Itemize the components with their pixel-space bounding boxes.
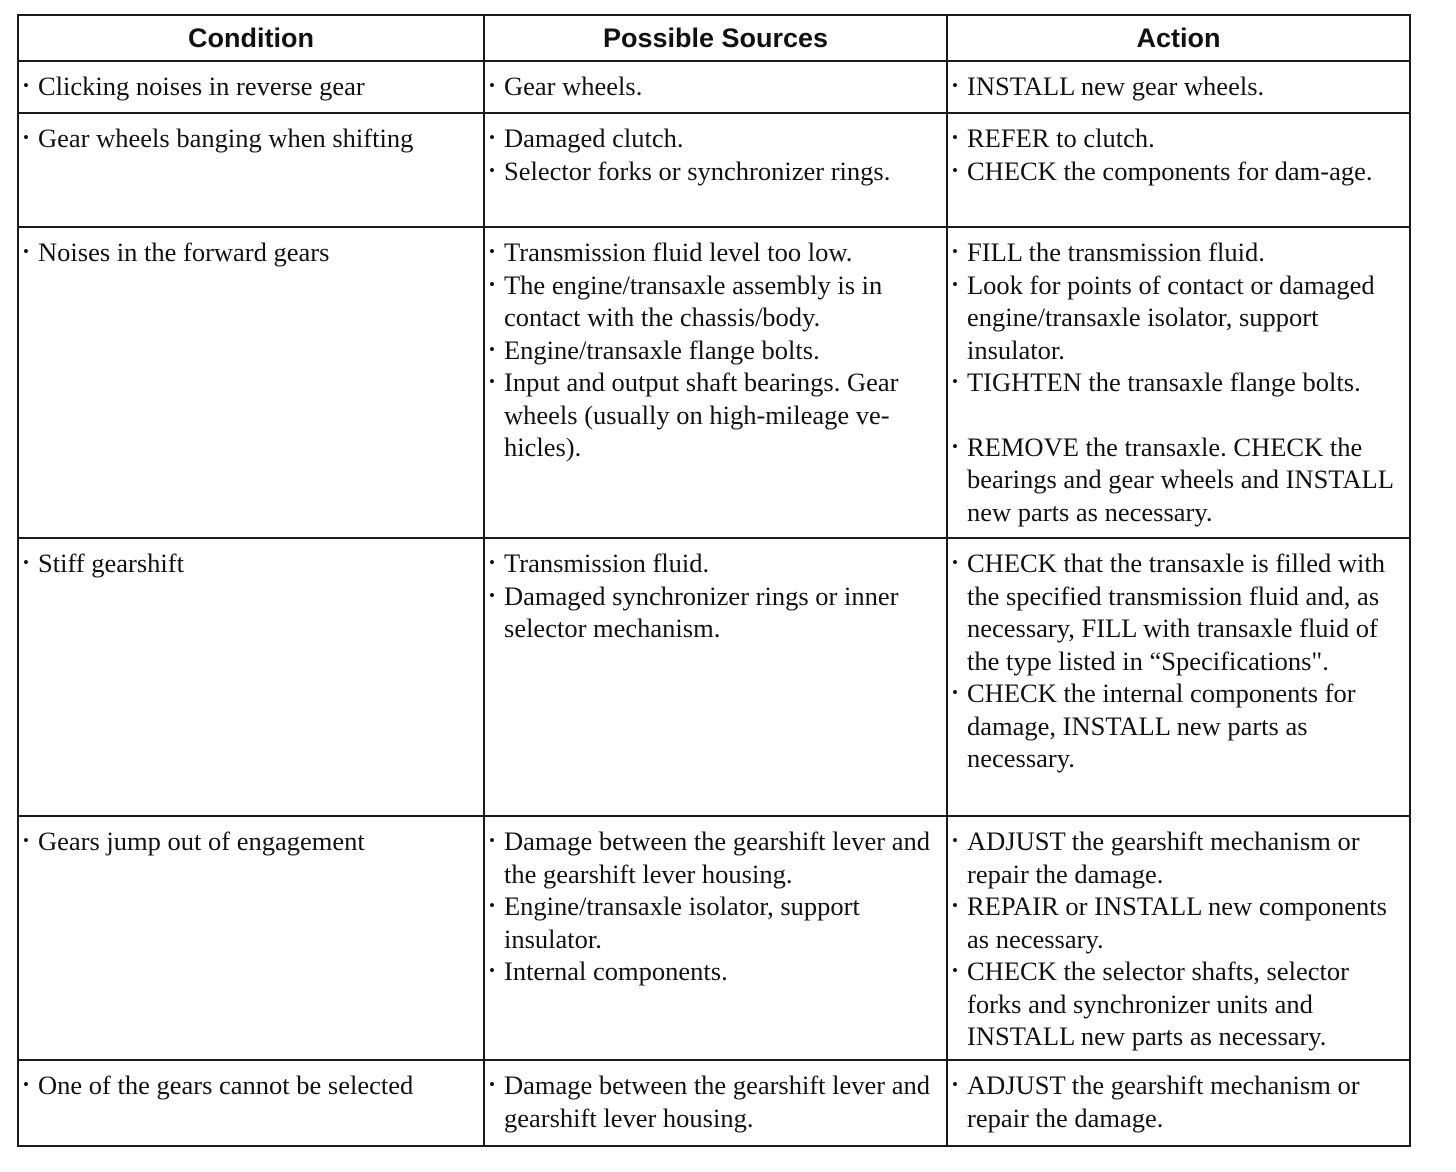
actions-cell	[947, 61, 1410, 113]
source-item: • Damage between the gearshift lever and gearshift lever housing.	[489, 1069, 940, 1134]
source-item: • Damaged synchronizer rings or inner selector mechanism.	[489, 580, 940, 645]
actions-cell	[947, 227, 1410, 538]
condition-cell	[18, 227, 484, 538]
header-condition: Condition	[18, 15, 484, 61]
table-row	[18, 61, 1410, 113]
source-item: • Transmission fluid.	[489, 547, 940, 580]
action-item: • REMOVE the transaxle. CHECK the bearings and gear wheels and INSTALL new parts as necessary.	[952, 431, 1403, 529]
action-item: • CHECK the components for dam-age.	[952, 155, 1403, 188]
action-item: • ADJUST the gearshift mechanism or repair the damage.	[952, 1069, 1403, 1134]
action-item: • REFER to clutch.	[952, 122, 1403, 155]
table-row	[18, 227, 1410, 538]
sources-cell	[484, 113, 947, 227]
table-row	[18, 816, 1410, 1060]
action-item: • ADJUST the gearshift mechanism or repair the damage.	[952, 825, 1403, 890]
action-item: • TIGHTEN the transaxle flange bolts.	[952, 366, 1403, 399]
source-item: • Damage between the gearshift lever and the gearshift lever housing.	[489, 825, 940, 890]
actions-cell	[947, 113, 1410, 227]
condition-cell	[18, 1060, 484, 1146]
condition-text: • One of the gears cannot be selected	[23, 1069, 477, 1102]
action-item: • CHECK the internal components for damage, INSTALL new parts as necessary.	[952, 677, 1403, 775]
sources-cell	[484, 1060, 947, 1146]
source-item: • Gear wheels.	[489, 70, 940, 103]
source-item: • The engine/transaxle assembly is in contact with the chassis/body.	[489, 269, 940, 334]
troubleshooting-table	[17, 14, 1411, 1147]
condition-text: • Gears jump out of engagement	[23, 825, 477, 858]
source-item: • Input and output shaft bearings. Gear wheels (usually on high-mileage ve-hicles).	[489, 366, 940, 464]
condition-cell	[18, 113, 484, 227]
header-action: Action	[947, 15, 1410, 61]
action-item: • CHECK the selector shafts, selector forks and synchronizer units and INSTALL new parts as necessary.	[952, 955, 1403, 1053]
table-row	[18, 1060, 1410, 1146]
header-row	[18, 15, 1410, 61]
source-item: • Selector forks or synchronizer rings.	[489, 155, 940, 188]
source-item: • Transmission fluid level too low.	[489, 236, 940, 269]
source-item: • Engine/transaxle flange bolts.	[489, 334, 940, 367]
source-item: • Engine/transaxle isolator, support insulator.	[489, 890, 940, 955]
action-item: • INSTALL new gear wheels.	[952, 70, 1403, 103]
sources-cell	[484, 227, 947, 538]
source-item: • Internal components.	[489, 955, 940, 988]
condition-text: • Gear wheels banging when shifting	[23, 122, 477, 155]
action-item: • CHECK that the transaxle is filled with the specified transmission fluid and, as necessary, FILL with transaxle fluid of the type listed in “Specifications".	[952, 547, 1403, 677]
actions-cell	[947, 538, 1410, 816]
condition-cell	[18, 538, 484, 816]
condition-cell	[18, 61, 484, 113]
condition-text: • Clicking noises in reverse gear	[23, 70, 477, 103]
action-item: • Look for points of contact or damaged engine/transaxle isolator, support insulator.	[952, 269, 1403, 367]
sources-cell	[484, 538, 947, 816]
condition-text: • Noises in the forward gears	[23, 236, 477, 269]
sources-cell	[484, 816, 947, 1060]
condition-cell	[18, 816, 484, 1060]
condition-text: • Stiff gearshift	[23, 547, 477, 580]
actions-cell	[947, 1060, 1410, 1146]
spacer	[952, 399, 1403, 431]
table-row	[18, 538, 1410, 816]
action-item: • FILL the transmission fluid.	[952, 236, 1403, 269]
table-row	[18, 113, 1410, 227]
header-possible-sources: Possible Sources	[484, 15, 947, 61]
sources-cell	[484, 61, 947, 113]
action-item: • REPAIR or INSTALL new components as necessary.	[952, 890, 1403, 955]
source-item: • Damaged clutch.	[489, 122, 940, 155]
actions-cell	[947, 816, 1410, 1060]
